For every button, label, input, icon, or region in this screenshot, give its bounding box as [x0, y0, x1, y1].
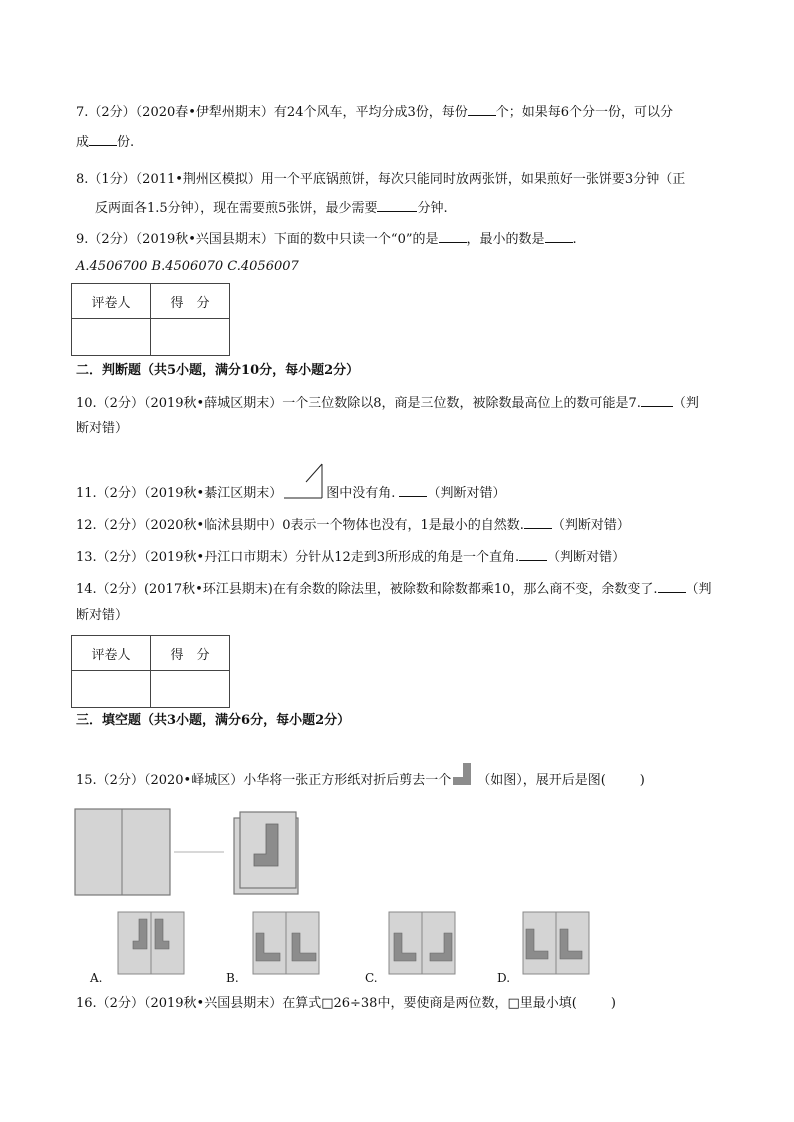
question-16: 16.（2分）（2019秋•兴国县期末）在算式□26÷38中，要使商是两位数，□里最小填( ): [76, 996, 616, 1011]
question-11: 11.（2分）（2019秋•綦江区期末） 图中没有角. （判断对错）: [76, 482, 506, 504]
option-d-figure[interactable]: [522, 911, 590, 976]
section-2-title: 二．判断题（共5小题，满分10分，每小题2分）: [76, 363, 360, 378]
l-shape-icon: [453, 763, 473, 787]
section-3-title: 三．填空题（共3小题，满分6分，每小题2分）: [76, 713, 351, 728]
option-c-figure[interactable]: [388, 911, 456, 976]
score-cell[interactable]: [151, 319, 230, 356]
grader-header: 评卷人: [72, 636, 151, 671]
option-b-figure[interactable]: [252, 911, 320, 976]
score-table: [71, 283, 230, 356]
answer-blank[interactable]: [377, 197, 417, 212]
answer-blank[interactable]: [439, 228, 467, 243]
answer-blank[interactable]: [658, 578, 686, 593]
angle-icon: [282, 458, 326, 502]
answer-blank[interactable]: [519, 546, 547, 561]
question-14-line-2: 断对错）: [76, 608, 129, 623]
score-table: [71, 635, 230, 708]
option-a-label: A.: [90, 971, 103, 985]
question-12: 12.（2分）（2020秋•临沭县期中）0表示一个物体也没有，1是最小的自然数. （判断对错）: [76, 514, 630, 536]
question-9-line-1: 9.（2分）（2019秋•兴国县期末）下面的数中只读一个“0”的是 ，最小的数是 .: [76, 228, 577, 250]
option-b-label: B.: [226, 971, 239, 985]
answer-blank[interactable]: [468, 101, 496, 116]
question-9-options: A.4506700 B.4506070 C.4056007: [76, 259, 299, 274]
l-shape-figure: [451, 771, 477, 791]
question-8-line-2: 反两面各1.5分钟），现在需要煎5张饼，最少需要 分钟.: [95, 197, 448, 219]
fold-diagram: [74, 808, 314, 898]
option-c-label: C.: [365, 971, 378, 985]
question-8-line-1: 8.（1分）（2011•荆州区模拟）用一个平底锅煎饼，每次只能同时放两张饼，如果煎好一张饼要3分钟（正: [76, 172, 686, 187]
grader-header: 评卷人: [72, 284, 151, 319]
score-cell[interactable]: [151, 671, 230, 708]
question-10-line-1: 10.（2分）（2019秋•薛城区期末）一个三位数除以8，商是三位数，被除数最高位上的数可能是7. （判: [76, 392, 699, 414]
question-10-line-2: 断对错）: [76, 421, 129, 436]
question-13: 13.（2分）（2019秋•丹江口市期末）分针从12走到3所形成的角是一个直角. （判断对错）: [76, 546, 625, 568]
answer-blank[interactable]: [545, 228, 573, 243]
answer-blank[interactable]: [641, 392, 673, 407]
option-a-figure[interactable]: [117, 911, 185, 976]
question-7-line-1: 7.（2分）（2020春•伊犁州期末）有24个风车，平均分成3份，每份 个；如果每6个分一份，可以分: [76, 101, 673, 123]
question-14-line-1: 14.（2分）(2017秋•环江县期末)在有余数的除法里，被除数和除数都乘10，那么商不变，余数变了. （判: [76, 578, 712, 600]
score-header: 得 分: [151, 636, 230, 671]
question-15: 15.（2分）（2020•峄城区）小华将一张正方形纸对折后剪去一个 （如图），展开后是图( ): [76, 771, 645, 791]
grader-cell[interactable]: [72, 671, 151, 708]
score-header: 得 分: [151, 284, 230, 319]
grader-cell[interactable]: [72, 319, 151, 356]
option-d-label: D.: [497, 971, 511, 985]
angle-figure: [282, 484, 326, 504]
answer-blank[interactable]: [399, 482, 427, 497]
question-7-line-2: 成 份.: [76, 131, 134, 153]
answer-blank[interactable]: [524, 514, 552, 529]
answer-blank[interactable]: [89, 131, 117, 146]
